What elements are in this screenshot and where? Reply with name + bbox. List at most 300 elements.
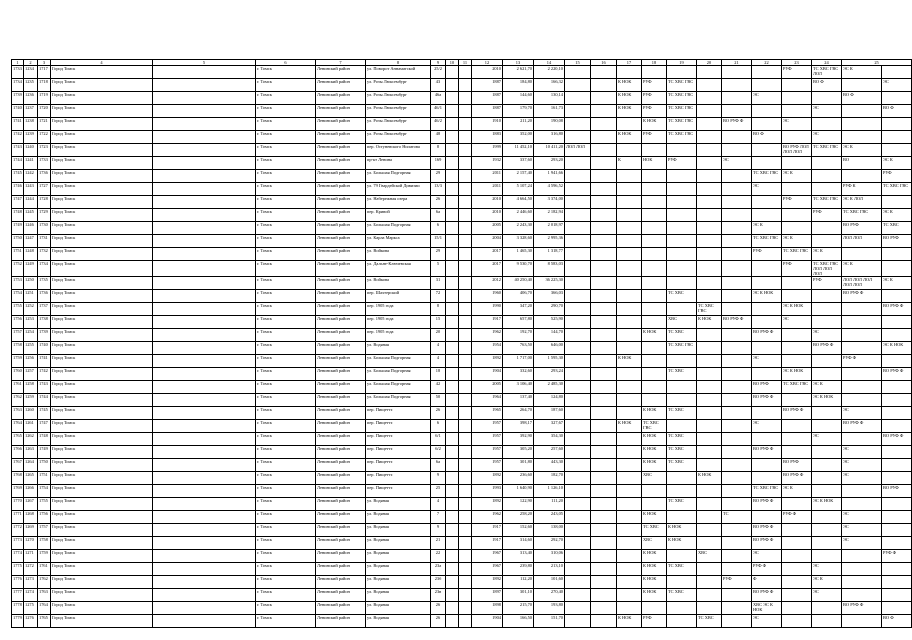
table-cell: 1729 xyxy=(38,209,51,222)
table-cell: РУФ Ф xyxy=(782,511,812,524)
table-cell xyxy=(722,196,752,209)
table-cell: 1727 xyxy=(38,183,51,196)
table-cell xyxy=(446,524,459,537)
table-cell: 192,70 xyxy=(503,329,534,342)
table-cell: РУФ xyxy=(642,92,667,105)
table-cell xyxy=(782,222,812,235)
table-cell xyxy=(446,118,459,131)
table-cell: 1999 xyxy=(472,144,503,157)
table-cell: 26 xyxy=(431,615,446,628)
table-cell: ТС ХВС ГВС xyxy=(667,92,697,105)
table-cell xyxy=(565,524,591,537)
table-cell xyxy=(782,563,812,576)
table-cell: ул. Водяная xyxy=(366,563,431,576)
table-cell xyxy=(842,589,882,602)
table-cell: 2 157,40 xyxy=(503,170,534,183)
table-cell xyxy=(591,303,617,316)
table-cell xyxy=(565,157,591,170)
table-cell xyxy=(459,615,472,628)
table-cell xyxy=(565,589,591,602)
table-cell: пер. Пищеттэ xyxy=(366,485,431,498)
table-cell: ЭС К xyxy=(782,235,812,248)
table-cell: ЭС К НОК xyxy=(882,342,912,355)
table-cell: ЛОЛ ЛОЛ xyxy=(842,235,882,248)
table-cell: 1734 xyxy=(38,261,51,277)
table-cell xyxy=(617,433,642,446)
table-cell xyxy=(459,222,472,235)
table-cell: ЭС xyxy=(812,105,842,118)
table-cell: 1266 xyxy=(24,485,38,498)
table-cell: 1904 xyxy=(472,615,503,628)
table-cell xyxy=(782,576,812,589)
table-cell xyxy=(617,576,642,589)
table-cell: РУФ xyxy=(882,170,912,183)
table-cell xyxy=(617,183,642,196)
table-cell xyxy=(591,459,617,472)
table-cell: 1962 xyxy=(472,329,503,342)
table-cell: ВО Ф xyxy=(842,92,882,105)
table-cell xyxy=(153,550,256,563)
table-cell xyxy=(153,329,256,342)
table-row xyxy=(12,157,912,170)
table-cell xyxy=(459,235,472,248)
table-cell: ул. Водяная xyxy=(366,511,431,524)
table-cell: Ленинский район xyxy=(316,381,366,394)
table-cell xyxy=(617,277,642,290)
table-cell: 1738 xyxy=(38,316,51,329)
table-cell: ул. Водяная xyxy=(366,589,431,602)
table-cell: 1273 xyxy=(24,576,38,589)
table-cell: 2011 xyxy=(472,170,503,183)
table-cell xyxy=(153,602,256,615)
table-cell: Город Томск xyxy=(51,105,153,118)
table-cell: ВО РУФ Ф xyxy=(752,524,782,537)
table-cell: Город Томск xyxy=(51,550,153,563)
table-cell: Город Томск xyxy=(51,118,153,131)
column-number-cell: 20 xyxy=(697,60,722,66)
table-cell xyxy=(446,342,459,355)
table-cell: г. Томск xyxy=(256,261,316,277)
table-cell xyxy=(591,576,617,589)
table-cell xyxy=(617,589,642,602)
table-cell: 1760 xyxy=(12,368,24,381)
table-cell xyxy=(812,355,842,368)
table-cell: 1723 xyxy=(38,144,51,157)
table-cell xyxy=(812,316,842,329)
table-cell: 1779 xyxy=(12,615,24,628)
table-cell xyxy=(782,615,812,628)
table-cell: 151,70 xyxy=(534,615,565,628)
table-row xyxy=(12,355,912,368)
table-cell: РУФ Ф xyxy=(882,550,912,563)
table-cell xyxy=(667,248,697,261)
table-cell xyxy=(565,498,591,511)
table-cell xyxy=(591,183,617,196)
table-cell: 1898 xyxy=(472,602,503,615)
table-cell: ЭС xyxy=(882,79,912,92)
table-cell xyxy=(565,615,591,628)
table-cell: ВО Ф xyxy=(882,105,912,118)
table-cell: ЭС К НОК xyxy=(812,498,842,511)
table-row xyxy=(12,576,912,589)
table-cell: 1957 xyxy=(472,420,503,433)
table-cell: Ленинский район xyxy=(316,407,366,420)
table-cell: г. Томск xyxy=(256,459,316,472)
table-cell xyxy=(153,368,256,381)
table-cell: ВО РУФ Ф xyxy=(722,316,752,329)
table-cell: РУФ xyxy=(812,277,842,290)
column-number-cell: 5 xyxy=(153,60,256,66)
table-cell: 23б xyxy=(431,576,446,589)
table-cell: Ленинский район xyxy=(316,66,366,79)
table-cell xyxy=(459,290,472,303)
table-cell: Город Томск xyxy=(51,381,153,394)
table-cell: ТС ХВС ГВС xyxy=(667,131,697,144)
table-cell: 72 xyxy=(431,290,446,303)
table-cell: ЭС xyxy=(752,183,782,196)
table-cell: ВО РУФ xyxy=(842,222,882,235)
table-cell xyxy=(459,118,472,131)
table-cell xyxy=(752,157,782,170)
table-cell xyxy=(446,235,459,248)
table-cell: ул. Розы Люксембург xyxy=(366,105,431,118)
table-cell xyxy=(642,381,667,394)
table-cell xyxy=(882,498,912,511)
table-cell: г. Томск xyxy=(256,420,316,433)
table-cell: ЭС xyxy=(752,92,782,105)
table-cell: ул. Розы Люксембург xyxy=(366,92,431,105)
table-cell xyxy=(842,105,882,118)
table-cell: 1739 xyxy=(12,92,24,105)
table-cell: Ленинский район xyxy=(316,290,366,303)
column-number-cell: 22 xyxy=(752,60,782,66)
table-cell xyxy=(153,589,256,602)
table-cell xyxy=(722,131,752,144)
table-cell: 182,70 xyxy=(534,472,565,485)
table-cell: 1740 xyxy=(38,342,51,355)
table-cell xyxy=(617,209,642,222)
table-cell xyxy=(642,222,667,235)
table-cell xyxy=(446,248,459,261)
table-cell: 213,10 xyxy=(534,563,565,576)
table-cell: 1775 xyxy=(12,563,24,576)
table-cell: НОК xyxy=(642,157,667,170)
table-cell: г. Томск xyxy=(256,524,316,537)
table-cell: 2017 xyxy=(472,248,503,261)
table-cell: 1748 xyxy=(38,433,51,446)
table-cell: 1744 xyxy=(12,157,24,170)
table-cell xyxy=(697,459,722,472)
table-cell: ЭС К xyxy=(812,381,842,394)
table-cell xyxy=(565,316,591,329)
table-cell: 1 640,90 xyxy=(503,485,534,498)
column-number-cell: 8 xyxy=(366,60,431,66)
table-cell: 1261 xyxy=(24,420,38,433)
table-cell: 1749 xyxy=(12,222,24,235)
table-cell xyxy=(459,329,472,342)
table-cell: 23а xyxy=(431,563,446,576)
table-cell xyxy=(882,459,912,472)
table-cell: 26 xyxy=(431,196,446,209)
table-cell xyxy=(882,92,912,105)
table-cell xyxy=(591,277,617,290)
table-cell: ул. Розы Люксембург xyxy=(366,118,431,131)
table-cell xyxy=(667,472,697,485)
table-cell xyxy=(565,420,591,433)
table-cell xyxy=(591,196,617,209)
table-cell: 1274 xyxy=(24,589,38,602)
table-cell xyxy=(153,92,256,105)
table-cell: 1 318,77 xyxy=(534,248,565,261)
table-cell xyxy=(591,290,617,303)
table-cell xyxy=(667,222,697,235)
table-cell: ул. Войкова xyxy=(366,248,431,261)
table-cell xyxy=(697,329,722,342)
table-cell xyxy=(565,329,591,342)
table-cell xyxy=(812,485,842,498)
table-cell xyxy=(782,550,812,563)
table-cell: Ленинский район xyxy=(316,342,366,355)
table-cell: ВО РУФ Ф xyxy=(882,433,912,446)
table-cell: ТС ХВС xyxy=(667,589,697,602)
table-cell: 1717 xyxy=(38,66,51,79)
table-cell xyxy=(722,524,752,537)
table-cell xyxy=(446,222,459,235)
table-cell xyxy=(446,589,459,602)
table-cell xyxy=(153,576,256,589)
table-cell: К НОК xyxy=(667,524,697,537)
table-cell: РУФ xyxy=(642,105,667,118)
table-cell: 1 595,30 xyxy=(534,355,565,368)
table-cell xyxy=(617,381,642,394)
table-cell: РУФ Ф xyxy=(752,563,782,576)
table-cell: г. Томск xyxy=(256,511,316,524)
table-cell xyxy=(617,144,642,157)
table-cell: 2 995,36 xyxy=(534,235,565,248)
table-cell: ЛОЛ ЛОЛ xyxy=(565,144,591,157)
table-cell: 1756 xyxy=(38,511,51,524)
table-cell xyxy=(812,550,842,563)
table-cell: РУФ Ф xyxy=(842,355,882,368)
table-cell: 657,80 xyxy=(503,316,534,329)
table-cell: 2 243,30 xyxy=(503,222,534,235)
table-cell: 215,70 xyxy=(503,602,534,615)
table-cell xyxy=(697,446,722,459)
table-cell xyxy=(565,602,591,615)
table-cell xyxy=(565,66,591,79)
table-cell xyxy=(782,537,812,550)
table-cell: ВО РУФ Ф xyxy=(722,118,752,131)
table-cell: ЭС К xyxy=(882,157,912,170)
table-cell xyxy=(153,248,256,261)
table-cell: 1 941,66 xyxy=(534,170,565,183)
table-row xyxy=(12,485,912,498)
table-cell: 1765 xyxy=(38,615,51,628)
table-cell xyxy=(667,196,697,209)
table-cell: Ленинский район xyxy=(316,235,366,248)
table-cell: Ленинский район xyxy=(316,157,366,170)
table-cell: 144,70 xyxy=(534,329,565,342)
table-cell xyxy=(782,355,812,368)
table-cell xyxy=(153,235,256,248)
table-cell: 1251 xyxy=(24,290,38,303)
table-cell: ВО РУФ Ф xyxy=(842,420,882,433)
table-cell: 301,10 xyxy=(503,589,534,602)
table-cell: 1255 xyxy=(24,342,38,355)
table-cell xyxy=(565,342,591,355)
table-cell: 1957 xyxy=(472,459,503,472)
table-cell: Город Томск xyxy=(51,576,153,589)
table-cell xyxy=(153,144,256,157)
table-cell: 1773 xyxy=(12,537,24,550)
table-cell xyxy=(882,144,912,157)
table-cell: ЭС К НОК xyxy=(752,290,782,303)
table-cell: Город Томск xyxy=(51,615,153,628)
table-cell xyxy=(642,66,667,79)
table-cell: 347,20 xyxy=(503,303,534,316)
table-cell xyxy=(591,342,617,355)
table-cell: 1761 xyxy=(38,563,51,576)
table-cell: ТС ХВС xyxy=(667,459,697,472)
table-cell: 352,00 xyxy=(503,131,534,144)
table-cell: 42 xyxy=(431,381,446,394)
table-cell: ТС ХВС xyxy=(667,446,697,459)
table-cell xyxy=(153,615,256,628)
table-cell xyxy=(446,92,459,105)
table-cell: ВО Ф xyxy=(812,79,842,92)
table-cell xyxy=(722,261,752,277)
table-cell: РУФ xyxy=(752,248,782,261)
table-cell xyxy=(617,537,642,550)
table-row xyxy=(12,329,912,342)
table-cell: 314,60 xyxy=(503,537,534,550)
table-cell xyxy=(617,196,642,209)
table-cell xyxy=(722,329,752,342)
table-cell xyxy=(842,368,882,381)
table-cell: г. Томск xyxy=(256,222,316,235)
table-cell: 124,80 xyxy=(534,394,565,407)
table-row xyxy=(12,563,912,576)
table-cell xyxy=(697,66,722,79)
table-cell: 1254 xyxy=(24,329,38,342)
table-cell: 3 106,40 xyxy=(503,381,534,394)
table-cell: 8 xyxy=(431,144,446,157)
table-cell xyxy=(722,277,752,290)
table-cell xyxy=(722,144,752,157)
table-cell: 1772 xyxy=(12,524,24,537)
table-cell: ул. Большая Подгорная xyxy=(366,368,431,381)
table-cell xyxy=(812,615,842,628)
table-cell xyxy=(153,407,256,420)
table-cell: г. Томск xyxy=(256,563,316,576)
table-cell: г. Томск xyxy=(256,394,316,407)
table-cell xyxy=(812,235,842,248)
table-cell xyxy=(782,433,812,446)
table-cell: 1750 xyxy=(38,459,51,472)
table-cell xyxy=(459,342,472,355)
table-cell: г. Томск xyxy=(256,615,316,628)
table-cell xyxy=(722,92,752,105)
table-cell: 1732 xyxy=(38,248,51,261)
column-number-cell: 23 xyxy=(782,60,812,66)
table-cell: 1917 xyxy=(472,537,503,550)
table-cell: 1719 xyxy=(38,92,51,105)
table-cell xyxy=(667,144,697,157)
table-cell xyxy=(697,433,722,446)
table-cell xyxy=(697,589,722,602)
table-cell xyxy=(617,511,642,524)
table-cell xyxy=(667,511,697,524)
table-cell: г. Томск xyxy=(256,381,316,394)
table-cell xyxy=(667,602,697,615)
table-cell xyxy=(591,381,617,394)
table-cell xyxy=(697,248,722,261)
table-cell: ЭС xyxy=(812,563,842,576)
table-cell xyxy=(591,524,617,537)
table-cell: ХВС xyxy=(642,472,667,485)
table-cell xyxy=(882,576,912,589)
table-cell xyxy=(812,290,842,303)
table-cell: пер. 1905 года xyxy=(366,316,431,329)
table-cell xyxy=(697,342,722,355)
table-cell: г. Томск xyxy=(256,472,316,485)
table-cell: 122,90 xyxy=(503,498,534,511)
table-cell: 301,80 xyxy=(503,459,534,472)
table-cell xyxy=(882,420,912,433)
table-cell xyxy=(459,144,472,157)
table-cell xyxy=(667,303,697,316)
table-cell xyxy=(446,303,459,316)
table-cell xyxy=(565,105,591,118)
table-cell xyxy=(697,209,722,222)
table-cell xyxy=(722,498,752,511)
table-cell xyxy=(812,368,842,381)
table-cell xyxy=(153,563,256,576)
table-cell: 1272 xyxy=(24,563,38,576)
table-cell: Ленинский район xyxy=(316,355,366,368)
column-number-cell: 11 xyxy=(459,60,472,66)
table-cell xyxy=(667,66,697,79)
table-cell: ТС ХВС ГВС xyxy=(697,303,722,316)
table-cell: ЭС xyxy=(842,459,882,472)
table-cell: ВО Ф xyxy=(752,131,782,144)
table-cell xyxy=(782,394,812,407)
column-number-cell: 21 xyxy=(722,60,752,66)
table-cell: 1768 xyxy=(12,472,24,485)
table-cell: ВО РУФ xyxy=(782,459,812,472)
table-cell: 1962 xyxy=(472,511,503,524)
table-cell xyxy=(446,316,459,329)
table-cell: Город Томск xyxy=(51,170,153,183)
table-cell: 2010 xyxy=(472,196,503,209)
table-cell: 1746 xyxy=(12,183,24,196)
table-cell: ВО РУФ Ф xyxy=(752,329,782,342)
table-cell xyxy=(565,209,591,222)
table-cell: РУФ xyxy=(812,209,842,222)
table-cell xyxy=(446,157,459,170)
table-cell: г. Томск xyxy=(256,290,316,303)
table-cell xyxy=(446,511,459,524)
table-cell: К НОК xyxy=(642,511,667,524)
table-cell: 2 182,94 xyxy=(534,209,565,222)
table-cell: 25/2 xyxy=(431,66,446,79)
table-cell: 112,20 xyxy=(503,576,534,589)
table-cell: 1264 xyxy=(24,459,38,472)
table-cell: 443,30 xyxy=(534,459,565,472)
table-cell: ТС ХВС ГВС xyxy=(842,209,882,222)
table-cell xyxy=(752,79,782,92)
table-cell xyxy=(697,498,722,511)
